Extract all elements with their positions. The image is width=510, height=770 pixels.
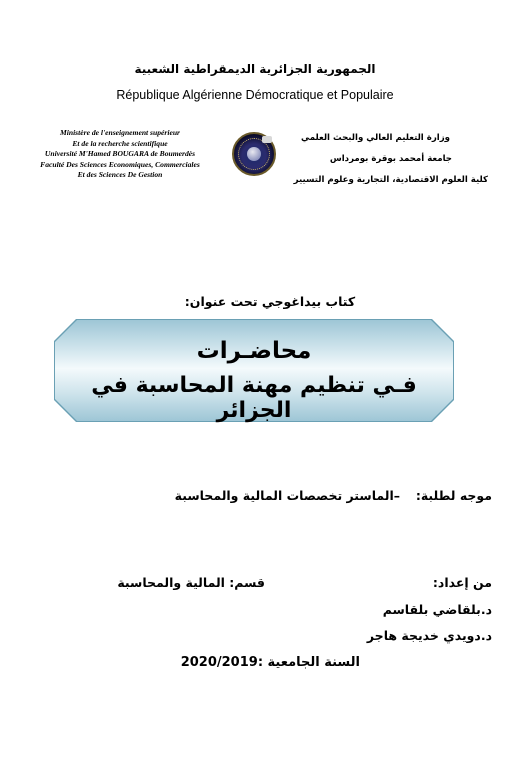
target-audience-label: موجه لطلبة: [415, 488, 492, 503]
republic-title-arabic: الجمهورية الجزائرية الديمقراطية الشعبية [134, 62, 376, 76]
prepared-by-label: من إعداد: [432, 575, 492, 590]
author-2: د.دويدي خديجة هاجر [366, 628, 492, 643]
faculty-fr-cont: Et des Sciences De Gestion [77, 170, 163, 179]
research-fr: Et de la recherche scientifique [72, 138, 168, 148]
institution-french-block [20, 128, 220, 181]
target-audience-value: –الماستر تخصصات المالية والمحاسبة [174, 488, 400, 503]
logo-globe-icon [247, 147, 261, 161]
academic-year: السنة الجامعية :2020/2019 [180, 655, 360, 670]
title-line-2: فـي تنظيم مهنة المحاسبة في الجزائر [91, 373, 417, 423]
university-ar: جامعة أمحمد بوقرة بومرداس [329, 154, 452, 164]
faculty-fr: Faculté Des Sciences Economiques, Commerciales [40, 159, 200, 169]
university-fr: Université M'Hamed BOUGARA de Boumerdès [44, 149, 196, 158]
institution-arabic-block [268, 128, 488, 191]
author-1: د.بلقاضي بلقاسم [382, 602, 492, 617]
title-line-1: محاضـرات [196, 338, 312, 364]
book-label: كتاب بيداغوجي تحت عنوان: [184, 294, 356, 309]
ministry-ar: وزارة التعليم العالي والبحث العلمي [301, 133, 450, 143]
ministry-fr: Ministère de l'enseignement supérieur [59, 128, 181, 137]
department: قسم: المالية والمحاسبة [117, 575, 265, 590]
faculty-ar: كلية العلوم الاقتصادية، التجارية وعلوم التسيير [293, 175, 488, 185]
republic-title-french: République Algérienne Démocratique et Populaire [116, 88, 394, 102]
